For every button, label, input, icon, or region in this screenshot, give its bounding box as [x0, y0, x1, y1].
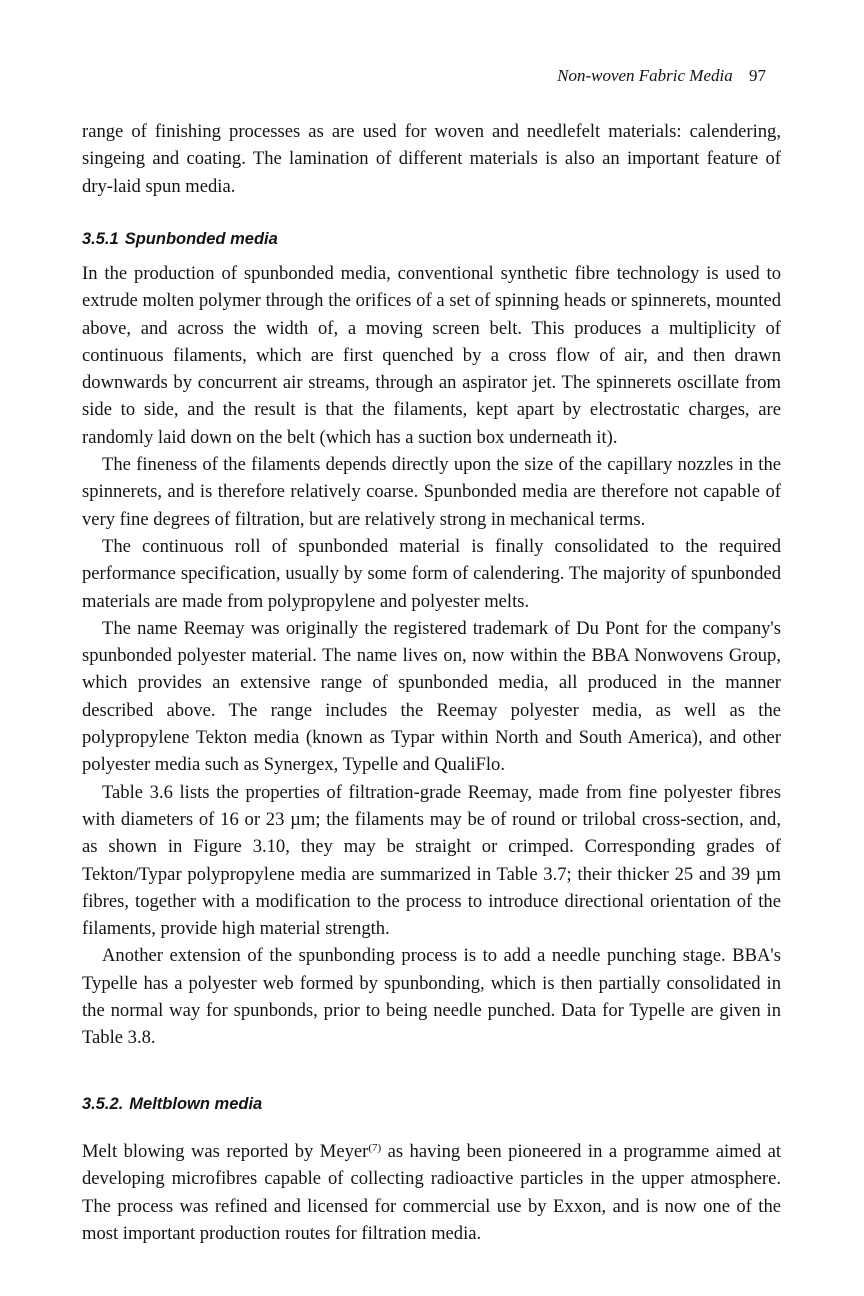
section-352-body — [82, 1138, 781, 1247]
section-title-351: Spunbonded media — [124, 230, 278, 248]
running-head — [557, 66, 766, 86]
section-number-352: 3.5.2. — [82, 1095, 124, 1113]
running-title: Non-woven Fabric Media — [557, 66, 733, 85]
section-heading-351 — [82, 228, 781, 250]
page-number: 97 — [749, 66, 766, 85]
section-351-body — [82, 260, 781, 1052]
paragraph-352-1 — [82, 1138, 781, 1247]
section-351-heading-block — [82, 228, 781, 250]
paragraph-351-4: The name Reemay was originally the registered trademark of Du Pont for the company's spunbonded polyester material. The name lives on, now within the BBA Nonwovens Group, which provides an extensive range of spunbonded media, all produced in the manner described above. The range includes the Reemay polyester media, as well as the polypropylene Tekton media (known as Typar within North and South America), and other polyester media such as Synergex, Typelle and QualiFlo. — [82, 617, 781, 776]
intro-block — [82, 118, 781, 200]
reference-marker: (7) — [368, 1142, 382, 1154]
paragraph-351-1: In the production of spunbonded media, conventional synthetic fibre technology is used to extrude molten polymer through the orifices of a set of spinning heads or spinnerets, mounted above, and across the width of, a moving screen belt. This produces a multiplicity of continuous filaments, which are first quenched by a cross flow of air, and then drawn downwards by concurrent air streams, through an aspirator jet. The spinnerets oscillate from side to side, and the result is that the filaments, kept apart by electrostatic charges, are randomly laid down on the belt (which has a suction box underneath it). — [82, 263, 781, 448]
section-heading-352 — [82, 1093, 781, 1115]
paragraph-352-text-b: as having been pioneered in a programme aimed at developing microfibres capable of collecting radioactive particles in the upper atmosphere. The process was refined and licensed for commercial use by Exxon, and is now one of the most important production routes for filtration media. — [82, 1141, 782, 1244]
paragraph-352-text-a: Melt blowing was reported by Meyer — [82, 1141, 369, 1162]
paragraph-351-3: The continuous roll of spunbonded material is finally consolidated to the required performance specification, usually by some form of calendering. The majority of spunbonded materials are made from polypropylene and polyester melts. — [82, 535, 781, 612]
section-number-351: 3.5.1 — [82, 230, 119, 248]
paragraph-intro: range of finishing processes as are used for woven and needlefelt materials: calendering, singeing and coating. The lamination of different materials is also an important feature of dry-laid spun media. — [82, 121, 781, 197]
paragraph-351-5: Table 3.6 lists the properties of filtration-grade Reemay, made from fine polyester fibres with diameters of 16 or 23 µm; the filaments may be of round or trilobal cross-section, and, as shown in Figure 3.10, they may be straight or crimped. Corresponding grades of Tekton/Typar polypropylene media are summarized in Table 3.7; their thicker 25 and 39 µm fibres, together with a modification to the process to introduce directional orientation of the filaments, provide high material strength. — [82, 781, 781, 940]
paragraph-351-2: The fineness of the filaments depends directly upon the size of the capillary nozzles in the spinnerets, and is therefore relatively coarse. Spunbonded media are therefore not capable of very fine degrees of filtration, but are relatively strong in mechanical terms. — [82, 454, 781, 530]
section-352-heading-block — [82, 1093, 781, 1115]
paragraph-351-6: Another extension of the spunbonding process is to add a needle punching stage. BBA's Typelle has a polyester web formed by spunbonding, which is then partially consolidated in the normal way for spunbonds, prior to being needle punched. Data for Typelle are given in Table 3.8. — [82, 945, 781, 1049]
section-title-352: Meltblown media — [129, 1095, 263, 1113]
